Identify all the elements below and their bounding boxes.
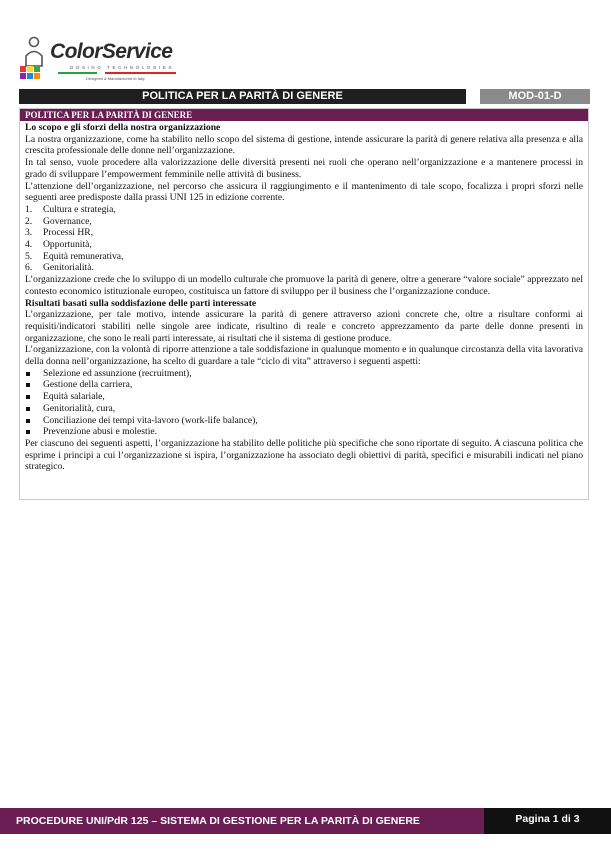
list-item-text: Opportunità,: [43, 239, 92, 251]
list-item-text: Prevenzione abusi e molestie.: [43, 426, 158, 438]
list-item: [25, 204, 583, 216]
document-code: MOD-01-D: [480, 89, 590, 104]
bullet-square-icon: [26, 395, 30, 399]
bullet-square-icon: [26, 372, 30, 376]
paragraph: La nostra organizzazione, come ha stabilito nello scopo del sistema di gestione, intende assicurare la parità di genere relativa alla presenza e alla crescita professionale delle donne nell’organizzazione.: [25, 133, 583, 157]
list-item: [25, 262, 583, 274]
bullet-square-icon: [26, 430, 30, 434]
footer-title: PROCEDURE UNI/PdR 125 – SISTEMA DI GESTIONE PER LA PARITÀ DI GENERE: [0, 808, 484, 834]
paragraph: L’organizzazione crede che lo sviluppo di un modello culturale che promuove la parità di genere, oltre a generare “valore sociale” apprezzato nel contesto economico istituzionale europeo, costituisca un fattore di sviluppo per il business che l’organizzazione conduce.: [25, 274, 583, 297]
paragraph: L’attenzione dell’organizzazione, nel percorso che assicura il raggiungimento e il mantenimento di tale scopo, focalizza i propri sforzi nelle seguenti aree predisposte dalla prassi UNI 125 in edizione corrente.: [25, 180, 583, 204]
list-number: 2.: [25, 215, 33, 227]
list-number: 4.: [25, 239, 33, 251]
list-item-text: Equità salariale,: [43, 391, 105, 403]
document-title: POLITICA PER LA PARITÀ DI GENERE: [19, 89, 466, 104]
bullet-square-icon: [26, 419, 30, 423]
policy-body: [20, 121, 588, 473]
list-item: [25, 368, 583, 380]
list-number: 3.: [25, 227, 33, 239]
list-item-text: Equità remunerativa,: [43, 250, 124, 262]
list-item: [25, 216, 583, 228]
areas-list: [25, 204, 583, 274]
company-logo: [18, 34, 198, 86]
paragraph: In tal senso, vuole procedere alla valorizzazione delle diversità presenti nei ruoli che operano nell’organizzazione e a mantenere processi in grado di sviluppare l’empowerment femminile nelle attività di business.: [25, 157, 583, 180]
list-item-text: Genitorialità.: [43, 262, 94, 274]
logo-name: ColorService: [50, 40, 173, 63]
logo-tagline: DOSING TECHNOLOGIES: [70, 65, 175, 70]
paragraph: L’organizzazione, per tale motivo, intende assicurare la parità di genere attraverso azioni concrete che, oltre a risultare conformi ai requisiti/indicatori stabiliti nelle singole aree indicate, risultino di reale e concreto apprezzamento da parte delle donne presenti in organizzazione, che sono le reali parti interessate, ai risultati che il sistema di gestione produce.: [25, 309, 583, 344]
list-item: [25, 251, 583, 263]
list-number: 5.: [25, 250, 33, 262]
bullet-square-icon: [26, 407, 30, 411]
logo-made-in: Designed & Manufactured in Italy: [86, 76, 145, 81]
list-item-text: Cultura e strategia,: [43, 203, 116, 215]
list-item: [25, 379, 583, 391]
section-header: POLITICA PER LA PARITÀ DI GENERE: [20, 109, 588, 121]
list-item-text: Conciliazione dei tempi vita-lavoro (work-life balance),: [43, 414, 258, 426]
paragraph: Per ciascuno dei seguenti aspetti, l’organizzazione ha stabilito delle politiche più specifiche che sono riportate di seguito. A ciascuna politica che esprime i principi a cui l’organizzazione si ispira, l’organizzazione ha associato degli obiettivi di parità, specifici e misurabili indicati nel piano strategico.: [25, 437, 583, 473]
aspects-list: [25, 368, 583, 438]
subheading-scope: Lo scopo e gli sforzi della nostra organizzazione: [25, 122, 221, 133]
logo-figure-icon: [18, 36, 48, 84]
list-item-text: Governance,: [43, 215, 92, 227]
list-number: 6.: [25, 262, 33, 274]
subheading-results: Risultati basati sulla soddisfazione delle parti interessate: [25, 297, 257, 309]
list-item: [25, 239, 583, 251]
list-item: [25, 403, 583, 415]
paragraph: L’organizzazione, con la volontà di riporre attenzione a tale soddisfazione in qualunque momento e in qualunque circostanza della vita lavorativa della donna nell’organizzazione, ha scelto di guardare a tale “ciclo di vita” attraverso i seguenti aspetti:: [25, 344, 583, 368]
list-item: [25, 227, 583, 239]
list-item-text: Genitorialità, cura,: [43, 402, 116, 414]
list-item: [25, 415, 583, 427]
list-item: [25, 391, 583, 403]
list-number: 1.: [25, 203, 33, 215]
list-item-text: Processi HR,: [43, 227, 94, 239]
bullet-square-icon: [26, 383, 30, 387]
list-item-text: Gestione della carriera,: [43, 379, 133, 391]
logo-flag-bar: [58, 72, 176, 74]
page-number: Pagina 1 di 3: [484, 808, 611, 834]
list-item: [25, 426, 583, 438]
policy-content: [19, 108, 589, 500]
list-item-text: Selezione ed assunzione (recruitment),: [43, 367, 192, 379]
